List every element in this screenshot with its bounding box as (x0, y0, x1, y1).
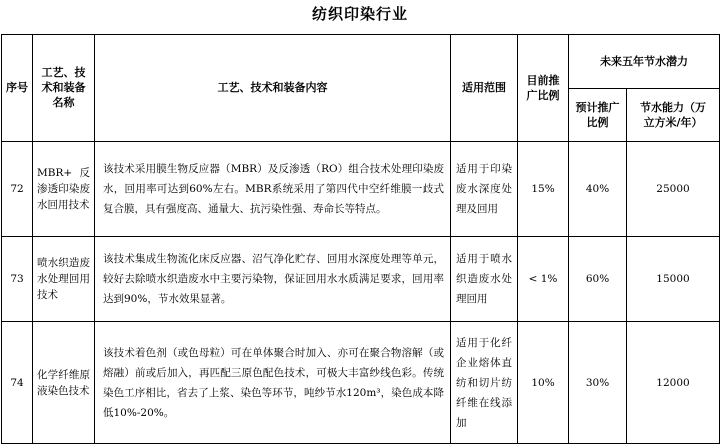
row-capacity: 15000 (627, 237, 720, 322)
row-capacity: 12000 (627, 322, 720, 444)
row-content: 该技术采用膜生物反应器（MBR）及反渗透（RO）组合技术处理印染废水，回用率可达到60%左右。MBR系统采用了第四代中空纤维膜一歧式复合膜，具有强度高、通量大、抗污染性强、寿命长等特点。 (95, 141, 451, 237)
table-row (2, 141, 720, 237)
header-no: 序号 (2, 35, 33, 142)
row-no: 72 (2, 141, 33, 237)
row-content: 该技术着色剂（或色母粒）可在单体聚合时加入、亦可在聚合物溶解（或熔融）前或后加入，再匹配三原色配色技术，可极大丰富纱线色彩。传统染色工序相比，省去了上浆、染色等环节，吨纱节水120m³，染色成本降低10%-20%。 (95, 322, 451, 444)
row-scope: 适用于印染废水深度处理及回用 (451, 141, 518, 237)
row-name: MBR+反渗透印染废水回用技术 (33, 141, 95, 237)
table-row (2, 237, 720, 322)
header-name: 工艺、技术和装备名称 (33, 35, 95, 142)
header-potential: 未来五年节水潜力 (569, 35, 720, 89)
header-content: 工艺、技术和装备内容 (95, 35, 451, 142)
table-row (2, 322, 720, 444)
row-content: 该技术集成生物流化床反应器、沼气净化贮存、回用水深度处理等单元，较好去除喷水织造废水中主要污染物，保证回用水水质满足要求，回用率达到90%，节水效果显著。 (95, 237, 451, 322)
row-name: 化学纤维原液染色技术 (33, 322, 95, 444)
header-capacity: 节水能力（万立方米/年） (627, 89, 720, 141)
row-projected-ratio: 60% (569, 237, 627, 322)
row-name: 喷水织造废水处理回用技术 (33, 237, 95, 322)
row-capacity: 25000 (627, 141, 720, 237)
row-scope: 适用于喷水织造废水处理回用 (451, 237, 518, 322)
row-no: 74 (2, 322, 33, 444)
header-row (2, 35, 720, 89)
header-projected-ratio: 预计推广比例 (569, 89, 627, 141)
row-scope: 适用于化纤企业熔体直纺和切片纺纤维在线添加 (451, 322, 518, 444)
header-scope: 适用范围 (451, 35, 518, 142)
technology-table (1, 34, 720, 444)
header-current-ratio: 目前推广比例 (518, 35, 569, 142)
row-no: 73 (2, 237, 33, 322)
row-current-ratio: 15% (518, 141, 569, 237)
page-title: 纺织印染行业 (311, 5, 408, 23)
row-current-ratio: < 1% (518, 237, 569, 322)
row-projected-ratio: 30% (569, 322, 627, 444)
row-current-ratio: 10% (518, 322, 569, 444)
row-projected-ratio: 40% (569, 141, 627, 237)
